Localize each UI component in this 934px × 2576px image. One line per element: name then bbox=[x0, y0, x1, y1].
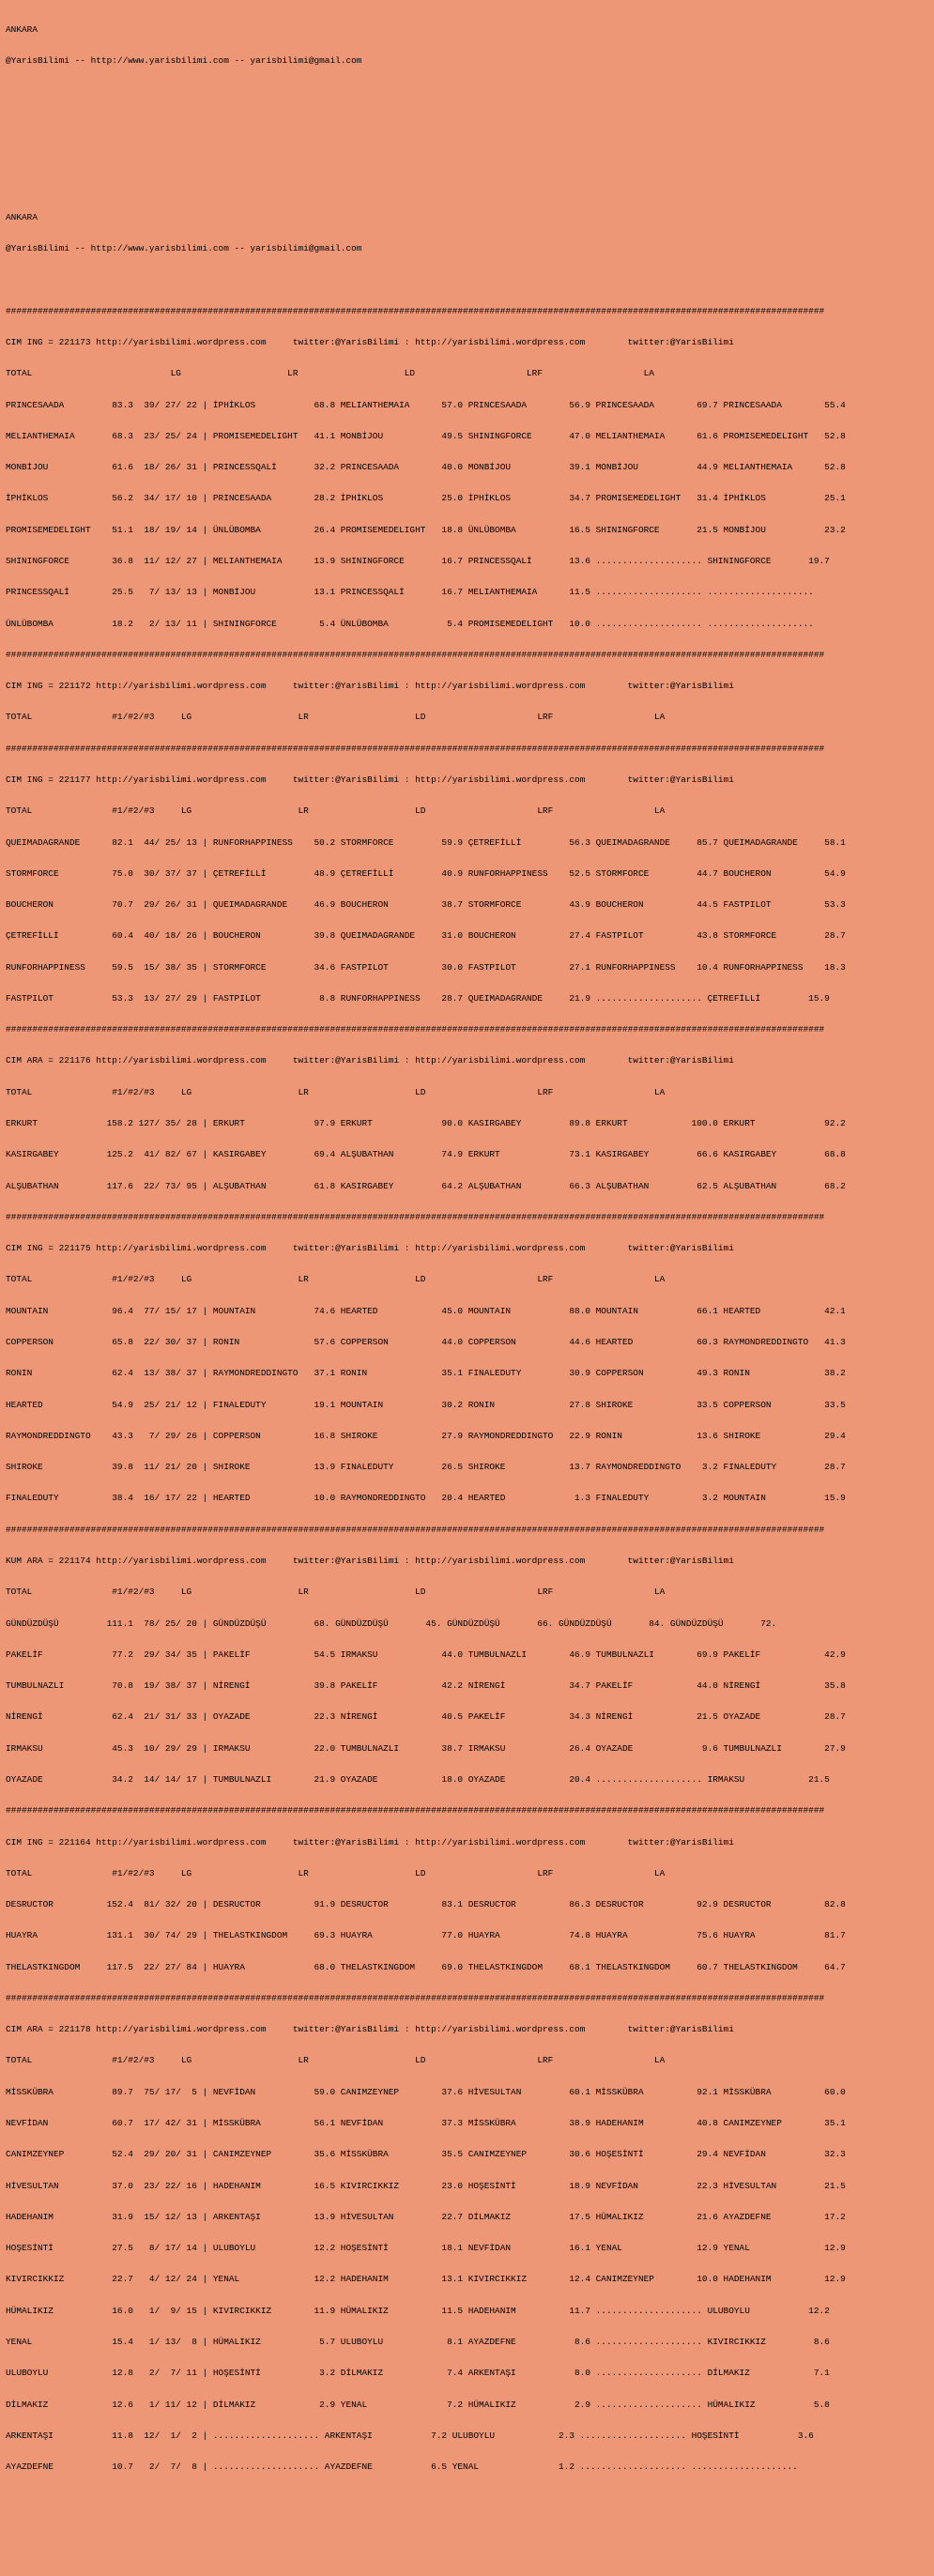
report-line: @YarisBilimi -- http://www.yarisbilimi.com -- yarisbilimi@gmail.com bbox=[6, 243, 362, 254]
report-line: CIM ING = 221175 http://yarisbilimi.wordpress.com twitter:@YarisBilimi : http://yarisbilimi.wordpress.com twitter:@YarisBilimi bbox=[6, 1243, 734, 1254]
report-line: FASTPILOT 53.3 13/ 27/ 29 | FASTPILOT 8.8 RUNFORHAPPINESS 28.7 QUEIMADAGRANDE 21.9 .................... ÇETREFİLLİ 15.9 bbox=[6, 992, 830, 1004]
report-line: RONIN 62.4 13/ 38/ 37 | RAYMONDREDDINGTO 37.1 RONIN 35.1 FINALEDUTY 30.9 COPPERSON 49.3 RONIN 38.2 bbox=[6, 1368, 846, 1379]
report-line: MOUNTAIN 96.4 77/ 15/ 17 | MOUNTAIN 74.6 HEARTED 45.0 MOUNTAIN 88.0 MOUNTAIN 66.1 HEARTED 42.1 bbox=[6, 1305, 846, 1316]
report-line: ALŞUBATHAN 117.6 22/ 73/ 95 | ALŞUBATHAN 61.8 KASIRGABEY 64.2 ALŞUBATHAN 66.3 ALŞUBATHAN 62.5 ALŞUBATHAN 68.2 bbox=[6, 1180, 846, 1191]
report-line: DİLMAKIZ 12.6 1/ 11/ 12 | DİLMAKIZ 2.9 YENAL 7.2 HÜMALIKIZ 2.9 .................... HÜMALIKIZ 5.8 bbox=[6, 2399, 830, 2410]
report-line: YENAL 15.4 1/ 13/ 8 | HÜMALIKIZ 5.7 ULUBOYLU 8.1 AYAZDEFNE 8.6 .................... KIVIRCIKKIZ 8.6 bbox=[6, 2337, 830, 2347]
report-line: NEVFİDAN 60.7 17/ 42/ 31 | MİSSKÜBRA 56.1 NEVFİDAN 37.3 MİSSKÜBRA 38.9 HADEHANIM 40.8 CANIMZEYNEP 35.1 bbox=[6, 2118, 846, 2129]
report-line: MELIANTHEMAIA 68.3 23/ 25/ 24 | PROMISEMEDELIGHT 41.1 MONBİJOU 49.5 SHININGFORCE 47.0 MELIANTHEMAIA 61.6 PROMISEMEDELIGHT 52.8 bbox=[6, 430, 846, 441]
report-line: TOTAL #1/#2/#3 LG LR LD LRF LA bbox=[6, 1867, 666, 1878]
report-line: STORMFORCE 75.0 30/ 37/ 37 | ÇETREFİLLİ 48.9 ÇETREFİLLİ 40.9 RUNFORHAPPINESS 52.5 STORMFORCE 44.7 BOUCHERON 54.9 bbox=[6, 867, 846, 879]
report-line: CIM ARA = 221178 http://yarisbilimi.wordpress.com twitter:@YarisBilimi : http://yarisbilimi.wordpress.com twitter:@YarisBilimi bbox=[6, 2024, 734, 2035]
report-line: KIVIRCIKKIZ 22.7 4/ 12/ 24 | YENAL 12.2 HADEHANIM 13.1 KIVIRCIKKIZ 12.4 CANIMZEYNEP 10.0 HADEHANIM 12.9 bbox=[6, 2274, 846, 2285]
report-line: ########################################################################################################################################################## bbox=[6, 1805, 825, 1817]
report-line: THELASTKINGDOM 117.5 22/ 27/ 84 | HUAYRA 68.0 THELASTKINGDOM 69.0 THELASTKINGDOM 68.1 THELASTKINGDOM 60.7 THELASTKINGDOM 64.7 bbox=[6, 1961, 846, 1972]
report-line: ÇETREFİLLİ 60.4 40/ 18/ 26 | BOUCHERON 39.8 QUEIMADAGRANDE 31.0 BOUCHERON 27.4 FASTPILOT 43.8 STORMFORCE 28.7 bbox=[6, 930, 846, 942]
report-line: HÜMALIKIZ 16.0 1/ 9/ 15 | KIVIRCIKKIZ 11.9 HÜMALIKIZ 11.5 HADEHANIM 11.7 .................... ULUBOYLU 12.2 bbox=[6, 2305, 830, 2316]
report-line: CIM ING = 221173 http://yarisbilimi.wordpress.com twitter:@YarisBilimi : http://yarisbilimi.wordpress.com twitter:@YarisBilimi bbox=[6, 337, 734, 347]
report-line: RAYMONDREDDINGTO 43.3 7/ 29/ 26 | COPPERSON 16.8 SHIROKE 27.9 RAYMONDREDDINGTO 22.9 RONIN 13.6 SHIROKE 29.4 bbox=[6, 1430, 846, 1441]
report-line: HİVESULTAN 37.0 23/ 22/ 16 | HADEHANIM 16.5 KIVIRCIKKIZ 23.0 HOŞESİNTİ 18.9 NEVFİDAN 22.3 HİVESULTAN 21.5 bbox=[6, 2180, 846, 2191]
report-line: HEARTED 54.9 25/ 21/ 12 | FINALEDUTY 19.1 MOUNTAIN 30.2 RONIN 27.8 SHIROKE 33.5 COPPERSON 33.5 bbox=[6, 1399, 846, 1410]
report-line: PAKELİF 77.2 29/ 34/ 35 | PAKELİF 54.5 IRMAKSU 44.0 TUMBULNAZLI 46.9 TUMBULNAZLI 69.9 PAKELİF 42.9 bbox=[6, 1648, 846, 1660]
report-line: KASIRGABEY 125.2 41/ 82/ 67 | KASIRGABEY 69.4 ALŞUBATHAN 74.9 ERKURT 73.1 KASIRGABEY 66.6 KASIRGABEY 68.8 bbox=[6, 1149, 846, 1160]
report-line: HUAYRA 131.1 30/ 74/ 29 | THELASTKINGDOM 69.3 HUAYRA 77.0 HUAYRA 74.8 HUAYRA 75.6 HUAYRA 81.7 bbox=[6, 1930, 846, 1941]
report-line: KUM ARA = 221174 http://yarisbilimi.wordpress.com twitter:@YarisBilimi : http://yarisbilimi.wordpress.com twitter:@YarisBilimi bbox=[6, 1555, 734, 1566]
report-line: TOTAL #1/#2/#3 LG LR LD LRF LA bbox=[6, 712, 666, 723]
report-line: MİSSKÜBRA 89.7 75/ 17/ 5 | NEVFİDAN 59.0 CANIMZEYNEP 37.6 HİVESULTAN 60.1 MİSSKÜBRA 92.1 MİSSKÜBRA 60.0 bbox=[6, 2086, 846, 2097]
report-line bbox=[6, 181, 934, 192]
report-line: İPHİKLOS 56.2 34/ 17/ 10 | PRINCESAADA 28.2 İPHİKLOS 25.0 İPHİKLOS 34.7 PROMISEMEDELIGHT 31.4 İPHİKLOS 25.1 bbox=[6, 493, 846, 504]
report-line: OYAZADE 34.2 14/ 14/ 17 | TUMBULNAZLI 21.9 OYAZADE 18.0 OYAZADE 20.4 .................... IRMAKSU 21.5 bbox=[6, 1773, 830, 1785]
report-line: ÜNLÜBOMBA 18.2 2/ 13/ 11 | SHININGFORCE 5.4 ÜNLÜBOMBA 5.4 PROMISEMEDELIGHT 10.0 .................... .................... bbox=[6, 618, 814, 629]
report-line bbox=[6, 149, 934, 160]
report-line: ANKARA bbox=[6, 24, 38, 36]
report-line: QUEIMADAGRANDE 82.1 44/ 25/ 13 | RUNFORHAPPINESS 50.2 STORMFORCE 59.9 ÇETREFİLLİ 56.3 QUEIMADAGRANDE 85.7 QUEIMADAGRANDE 58.1 bbox=[6, 836, 846, 848]
report-line: ########################################################################################################################################################## bbox=[6, 1992, 825, 2003]
report-line: DESRUCTOR 152.4 81/ 32/ 20 | DESRUCTOR 91.9 DESRUCTOR 83.1 DESRUCTOR 86.3 DESRUCTOR 92.9 DESRUCTOR 82.8 bbox=[6, 1899, 846, 1910]
report-line: AYAZDEFNE 10.7 2/ 7/ 8 | .................... AYAZDEFNE 6.5 YENAL 1.2 .................... .................... bbox=[6, 2461, 798, 2473]
report-line: ########################################################################################################################################################## bbox=[6, 649, 825, 660]
report-line: CANIMZEYNEP 52.4 29/ 20/ 31 | CANIMZEYNEP 35.6 MİSSKÜBRA 35.5 CANIMZEYNEP 30.6 HOŞESİNTİ 29.4 NEVFİDAN 32.3 bbox=[6, 2149, 846, 2160]
report-line: PRINCESSQALİ 25.5 7/ 13/ 13 | MONBİJOU 13.1 PRINCESSQALİ 16.7 MELIANTHEMAIA 11.5 .................... .................... bbox=[6, 587, 814, 598]
report-line: ########################################################################################################################################################## bbox=[6, 1024, 825, 1035]
report-line: ########################################################################################################################################################## bbox=[6, 743, 825, 754]
report-line: COPPERSON 65.8 22/ 30/ 37 | RONIN 57.6 COPPERSON 44.0 COPPERSON 44.6 HEARTED 60.3 RAYMONDREDDINGTO 41.3 bbox=[6, 1337, 846, 1347]
report-line: PRINCESAADA 83.3 39/ 27/ 22 | İPHİKLOS 68.8 MELIANTHEMAIA 57.0 PRINCESAADA 56.9 PRINCESAADA 69.7 PRINCESAADA 55.4 bbox=[6, 399, 846, 410]
report-line: SHININGFORCE 36.8 11/ 12/ 27 | MELIANTHEMAIA 13.9 SHININGFORCE 16.7 PRINCESSQALİ 13.6 .................... SHININGFORCE 19.7 bbox=[6, 555, 830, 566]
report-line bbox=[6, 2555, 934, 2566]
report-line: ARKENTAŞI 11.8 12/ 1/ 2 | .................... ARKENTAŞI 7.2 ULUBOYLU 2.3 .................... HOŞESİNTİ 3.6 bbox=[6, 2430, 814, 2441]
report-line: ########################################################################################################################################################## bbox=[6, 305, 825, 316]
report-line bbox=[6, 118, 934, 129]
report-line: RUNFORHAPPINESS 59.5 15/ 38/ 35 | STORMFORCE 34.6 FASTPILOT 30.0 FASTPILOT 27.1 RUNFORHAPPINESS 10.4 RUNFORHAPPINESS 18.3 bbox=[6, 961, 846, 973]
report-line: ERKURT 158.2 127/ 35/ 28 | ERKURT 97.9 ERKURT 90.0 KASIRGABEY 89.8 ERKURT 100.0 ERKURT 92.2 bbox=[6, 1118, 846, 1129]
report-line: FINALEDUTY 38.4 16/ 17/ 22 | HEARTED 10.0 RAYMONDREDDINGTO 20.4 HEARTED 1.3 FINALEDUTY 3.2 MOUNTAIN 15.9 bbox=[6, 1493, 846, 1504]
report-line bbox=[6, 2524, 934, 2535]
report-line: ########################################################################################################################################################## bbox=[6, 1524, 825, 1535]
report-line: HOŞESİNTİ 27.5 8/ 17/ 14 | ULUBOYLU 12.2 HOŞESİNTİ 18.1 NEVFİDAN 16.1 YENAL 12.9 YENAL 12.9 bbox=[6, 2243, 846, 2254]
report-line: @YarisBilimi -- http://www.yarisbilimi.com -- yarisbilimi@gmail.com bbox=[6, 55, 362, 67]
report-line: MONBİJOU 61.6 18/ 26/ 31 | PRINCESSQALİ 32.2 PRINCESAADA 40.0 MONBİJOU 39.1 MONBİJOU 44.9 MELIANTHEMAIA 52.8 bbox=[6, 462, 846, 473]
report-line: TOTAL #1/#2/#3 LG LR LD LRF LA bbox=[6, 1086, 666, 1097]
report-line: BOUCHERON 70.7 29/ 26/ 31 | QUEIMADAGRANDE 46.9 BOUCHERON 38.7 STORMFORCE 43.9 BOUCHERON 44.5 FASTPILOT 53.3 bbox=[6, 899, 846, 911]
report-line: CIM ING = 221177 http://yarisbilimi.wordpress.com twitter:@YarisBilimi : http://yarisbilimi.wordpress.com twitter:@YarisBilimi bbox=[6, 774, 734, 785]
report-line: ########################################################################################################################################################## bbox=[6, 1211, 825, 1222]
report-line: HADEHANIM 31.9 15/ 12/ 13 | ARKENTAŞI 13.9 HİVESULTAN 22.7 DİLMAKIZ 17.5 HÜMALIKIZ 21.6 AYAZDEFNE 17.2 bbox=[6, 2211, 846, 2222]
report-line: NİRENGİ 62.4 21/ 31/ 33 | OYAZADE 22.3 NİRENGİ 40.5 PAKELİF 34.3 NİRENGİ 21.5 OYAZADE 28.7 bbox=[6, 1711, 846, 1723]
report-line: TOTAL #1/#2/#3 LG LR LD LRF LA bbox=[6, 2055, 666, 2066]
report-line: TOTAL #1/#2/#3 LG LR LD LRF LA bbox=[6, 805, 666, 817]
report-line bbox=[6, 274, 934, 284]
report-line: TOTAL #1/#2/#3 LG LR LD LRF LA bbox=[6, 1587, 666, 1598]
report-line: PROMISEMEDELIGHT 51.1 18/ 19/ 14 | ÜNLÜBOMBA 26.4 PROMISEMEDELIGHT 18.8 ÜNLÜBOMBA 16.5 SHININGFORCE 21.5 MONBİJOU 23.2 bbox=[6, 524, 846, 535]
report-line: CIM ARA = 221176 http://yarisbilimi.wordpress.com twitter:@YarisBilimi : http://yarisbilimi.wordpress.com twitter:@YarisBilimi bbox=[6, 1055, 734, 1066]
report-line: TOTAL #1/#2/#3 LG LR LD LRF LA bbox=[6, 1274, 666, 1285]
report-line: ULUBOYLU 12.8 2/ 7/ 11 | HOŞESİNTİ 3.2 DİLMAKIZ 7.4 ARKENTAŞI 8.0 .................... DİLMAKIZ 7.1 bbox=[6, 2368, 830, 2379]
report-line bbox=[6, 2492, 934, 2503]
report-line: CIM ING = 221164 http://yarisbilimi.wordpress.com twitter:@YarisBilimi : http://yarisbilimi.wordpress.com twitter:@YarisBilimi bbox=[6, 1836, 734, 1848]
report-line: GÜNDÜZDÜŞÜ 111.1 78/ 25/ 20 | GÜNDÜZDÜŞÜ 68. GÜNDÜZDÜŞÜ 45. GÜNDÜZDÜŞÜ 66. GÜNDÜZDÜŞÜ 84. GÜNDÜZDÜŞÜ 72. bbox=[6, 1618, 777, 1629]
report-line: TUMBULNAZLI 70.8 19/ 38/ 37 | NİRENGİ 39.8 PAKELİF 42.2 NİRENGİ 34.7 PAKELİF 44.0 NİRENGİ 35.8 bbox=[6, 1680, 846, 1692]
report-line: TOTAL LG LR LD LRF LA bbox=[6, 368, 654, 379]
report-line bbox=[6, 87, 934, 98]
report-line: CIM ING = 221172 http://yarisbilimi.wordpress.com twitter:@YarisBilimi : http://yarisbilimi.wordpress.com twitter:@YarisBilimi bbox=[6, 681, 734, 692]
report-line: SHIROKE 39.8 11/ 21/ 20 | SHIROKE 13.9 FINALEDUTY 26.5 SHIROKE 13.7 RAYMONDREDDINGTO 3.2 FINALEDUTY 28.7 bbox=[6, 1462, 846, 1473]
report-line: IRMAKSU 45.3 10/ 29/ 29 | IRMAKSU 22.0 TUMBULNAZLI 38.7 IRMAKSU 26.4 OYAZADE 9.6 TUMBULNAZLI 27.9 bbox=[6, 1742, 846, 1754]
report-line: ANKARA bbox=[6, 211, 38, 222]
